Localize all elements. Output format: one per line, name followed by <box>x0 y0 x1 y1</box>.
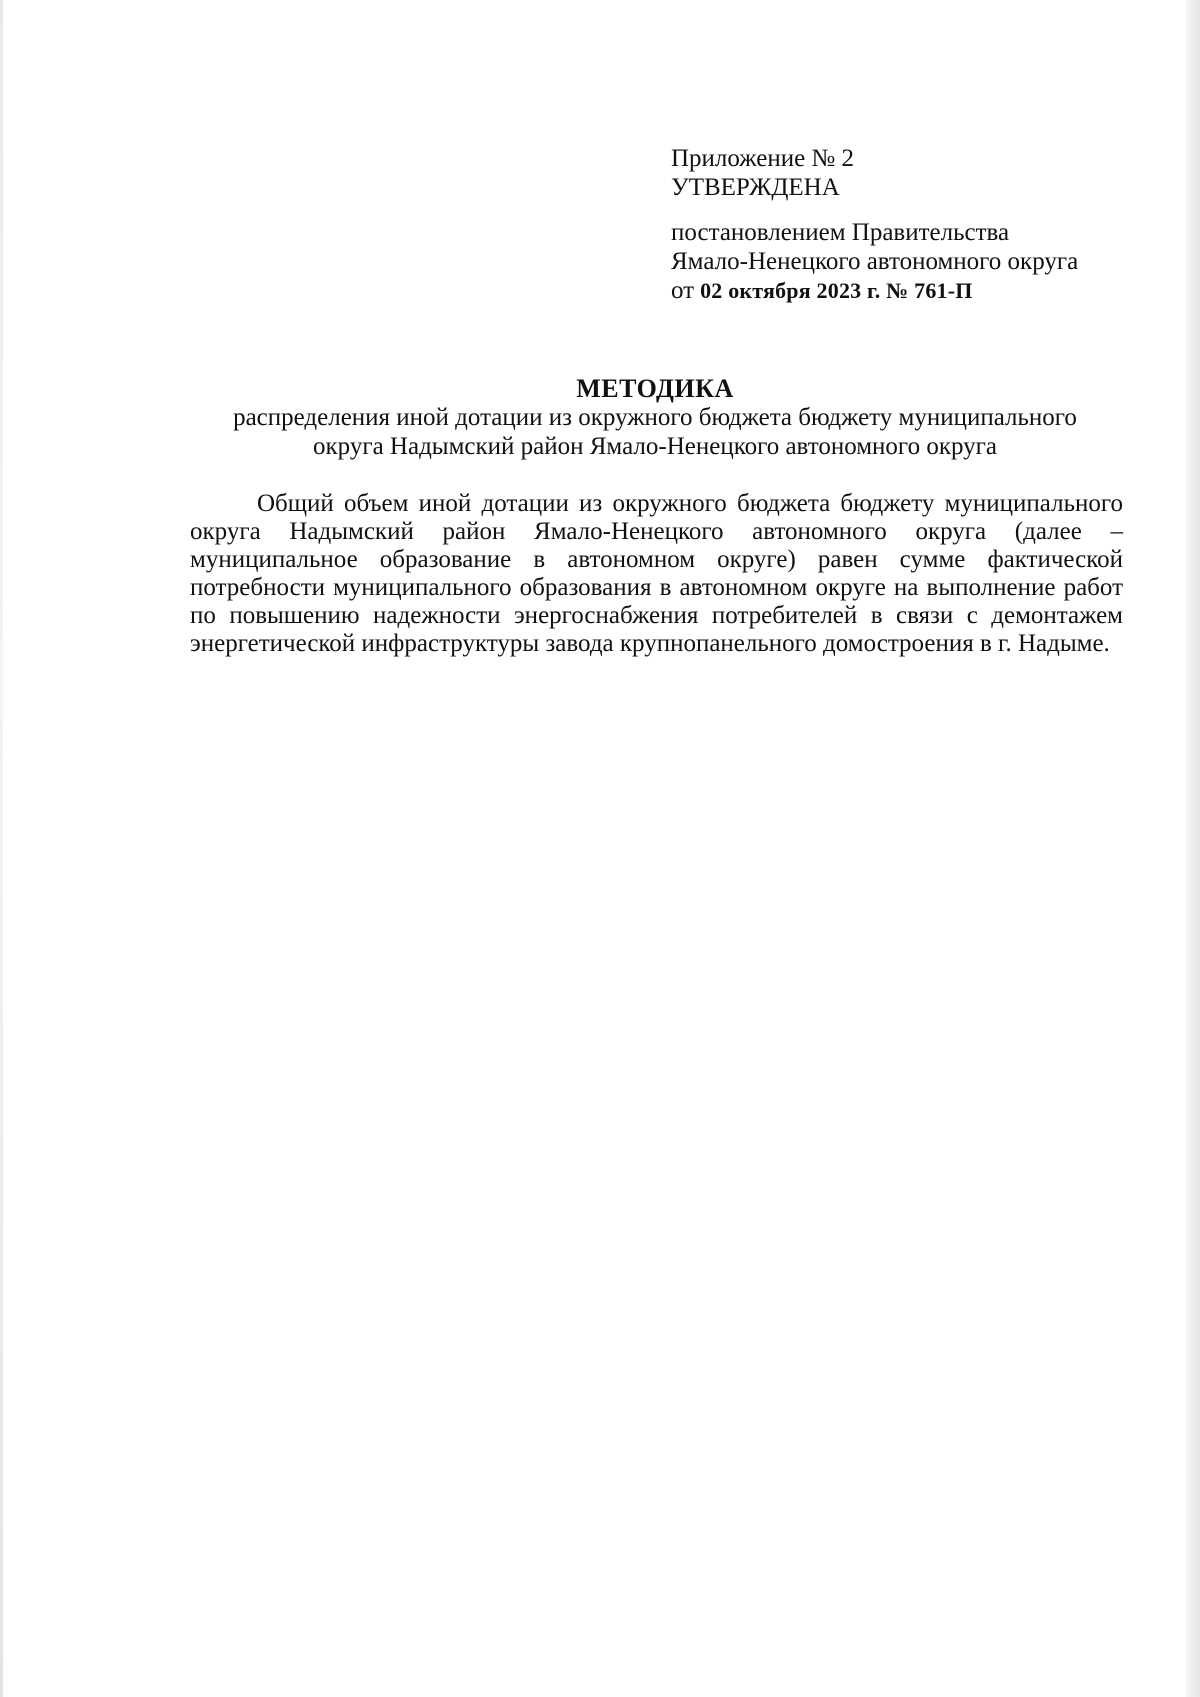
body-paragraph: Общий объем иной дотации из окружного бюджета бюджету муниципального округа Надымский район Ямало-Ненецкого автономного округа (далее – муниципальное образование в автономном округе) равен сумме фактической потребности муниципального образования в автономном округе на выполнение работ по повышению надежности энергоснабжения потребителей в связи с демонтажем энергетической инфраструктуры завода крупнопанельного домостроения в г. Надыме. <box>190 490 1123 657</box>
date-stamp: 02 октября 2023 г. № 761-П <box>700 278 973 303</box>
scan-edge-left <box>0 0 3 1697</box>
approval-block <box>671 144 1141 305</box>
resolution-date-line <box>671 276 1141 305</box>
approved-label: УТВЕРЖДЕНА <box>671 174 840 201</box>
date-prefix: от <box>671 277 695 304</box>
scan-edge-right <box>1186 0 1200 1697</box>
title-subtitle-line-1: распределения иной дотации из окружного бюджета бюджету муниципального <box>233 404 1077 431</box>
document-title <box>190 374 1120 461</box>
resolution-line-1: постановлением Правительства <box>671 219 1010 246</box>
title-heading: МЕТОДИКА <box>576 374 734 403</box>
approval-spacer <box>671 202 1141 218</box>
appendix-number: Приложение № 2 <box>671 145 855 172</box>
title-subtitle-line-2: округа Надымский район Ямало-Ненецкого автономного округа <box>313 433 997 460</box>
resolution-line-2: Ямало-Ненецкого автономного округа <box>671 248 1079 275</box>
